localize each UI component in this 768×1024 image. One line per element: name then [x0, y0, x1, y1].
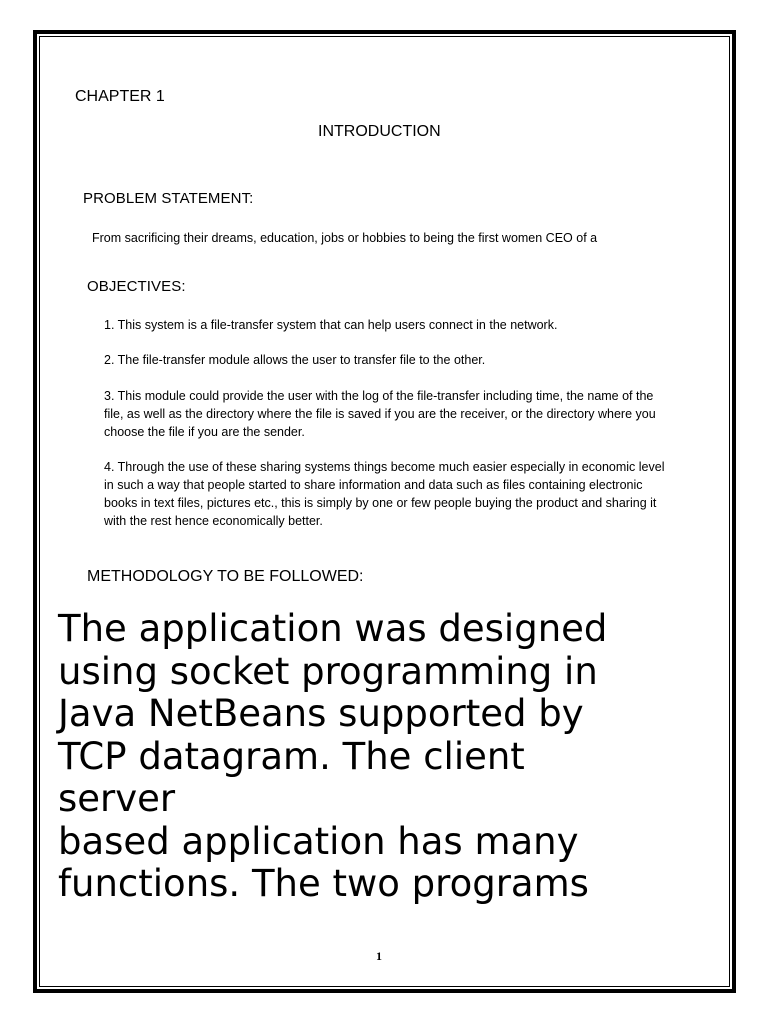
methodology-line: using socket programming in [58, 649, 598, 693]
objectives-heading: OBJECTIVES: [87, 278, 186, 295]
problem-statement-heading: PROBLEM STATEMENT: [83, 190, 254, 207]
methodology-line: Java NetBeans supported by [58, 692, 584, 735]
methodology-text [58, 608, 698, 906]
page-title: INTRODUCTION [318, 123, 441, 140]
problem-statement-text: From sacrificing their dreams, education, jobs or hobbies to being the first women CEO of a [92, 231, 598, 245]
chapter-label: CHAPTER 1 [75, 88, 165, 105]
objective-item: 1. This system is a file-transfer system that can help users connect in the network. [104, 318, 558, 332]
methodology-line: TCP datagram. The client [58, 734, 525, 778]
methodology-line: functions. The two programs [58, 862, 589, 905]
methodology-line: The application was designed [58, 607, 608, 650]
methodology-line: server [58, 777, 176, 820]
objective-item: 4. Through the use of these sharing systems things become much easier especially in economic level in such a way that people started to share information and data such as files containing electronic books in text files, pictures etc., this is simply by one or few people buying the product and sharing it with the rest hence economically better. [104, 460, 665, 528]
objective-item: 3. This module could provide the user with the log of the file-transfer including time, the name of the file, as well as the directory where the file is saved if you are the receiver, or the directory where you choose the file if you are the sender. [104, 389, 656, 439]
objective-item: 2. The file-transfer module allows the user to transfer file to the other. [104, 353, 486, 367]
methodology-heading: METHODOLOGY TO BE FOLLOWED: [87, 568, 364, 585]
page-number: 1 [376, 949, 382, 963]
methodology-line: based application has many [58, 819, 579, 863]
